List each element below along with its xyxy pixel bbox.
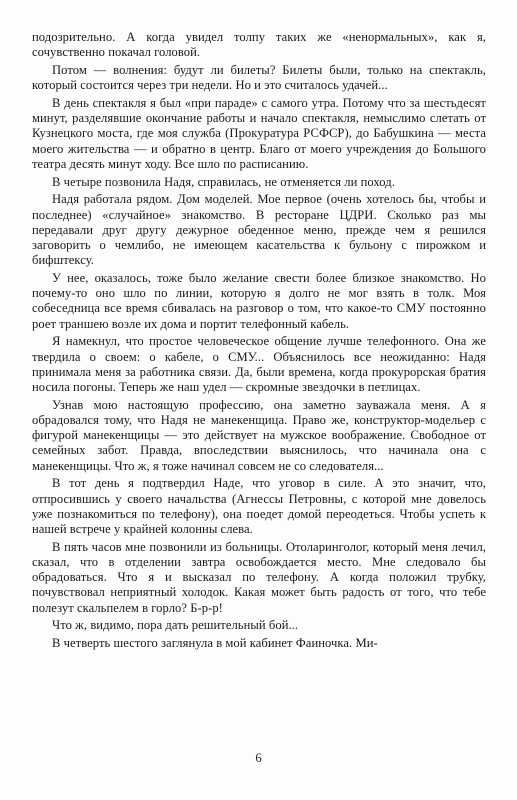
body-text [32, 30, 486, 651]
paragraph-12: В четверть шестого заглянула в мой кабинет Фаиночка. Ми- [52, 636, 378, 651]
paragraph-6: У нее, оказалось, тоже было желание свести более близкое знакомство. Но почему-то оно шло по линии, которую я долго не мог взять в толк. Моя собеседница все время сбивалась на разговор о том, что какое-то СМУ постоянно роет траншею возле их дома и портит телефонный кабель. [32, 271, 486, 331]
paragraph-5: Надя работала рядом. Дом моделей. Мое первое (очень хотелось бы, чтобы и последнее) «случайное» знакомство. В ресторане ЦДРИ. Сколько раз мы передавали друг другу дежурное обеденное меню, прежде чем я решился заговорить о чемлибо, не имеющем касательства к бульону с пирожком и бифштексу. [32, 192, 486, 268]
paragraph-9: В тот день я подтвердил Наде, что уговор в силе. А это значит, что, отпросившись у своего начальства (Агнессы Петровны, с которой мне довелось уже познакомиться по телефону), она поедет домой переодеться. Чтобы успеть к нашей встрече у крайней колонны слева. [32, 476, 486, 537]
paragraph-4: В четыре позвонила Надя, справилась, не отменяется ли поход. [52, 174, 395, 189]
paragraph-1: подозрительно. А когда увидел толпу таких же «ненормальных», как я, сочувственно покачал головой. [32, 30, 486, 60]
paragraph-10: В пять часов мне позвонили из больницы. Отоларинголог, который меня лечил, сказал, что в отделении завтра освобождается место. Мне следовало бы обрадоваться. Что я и высказал по телефону. А когда положил трубку, почувствовал неприятный холодок. Какая может быть радость от того, что тебе полезут скальпелем в горло? Б-р-р! [32, 539, 486, 615]
paragraph-8: Узнав мою настоящую профессию, она заметно зауважала меня. А я обрадовался тому, что Надя не манекенщица. Право же, конструктор-модельер с фигурой манекенщицы — это действует на мужское воображение. Свободное от семейных забот. Правда, впоследствии выяснилось, что начинала она с манекенщицы. Что ж, я тоже начинал совсем не со следователя... [32, 397, 486, 473]
paragraph-3: В день спектакля я был «при параде» с самого утра. Потому что за шестьдесят минут, разделявшие окончание работы и начало спектакля, немыслимо слетать от Кузнецкого моста, где моя служба (Прокуратура РСФСР), до Бабушкина — места моего жительства — и обратно в центр. Благо от моего учреждения до Большого театра десять минут ходу. Все шло по расписанию. [32, 96, 486, 171]
paragraph-11: Что ж, видимо, пора дать решительный бой... [52, 618, 299, 633]
paragraph-7: Я намекнул, что простое человеческое общение лучше телефонного. Она же твердила о своем: о кабеле, о СМУ... Объяснилось все неожиданно: Надя принимала меня за работника связи. Да, были времена, когда прокурорская братия носила погоны. Теперь же наш удел — скромные звездочки в петлицах. [32, 334, 486, 395]
page-number: 6 [255, 751, 262, 765]
paragraph-2: Потом — волнения: будут ли билеты? Билеты были, только на спектакль, который состоится через три недели. Но и это считалось удачей... [32, 63, 486, 93]
